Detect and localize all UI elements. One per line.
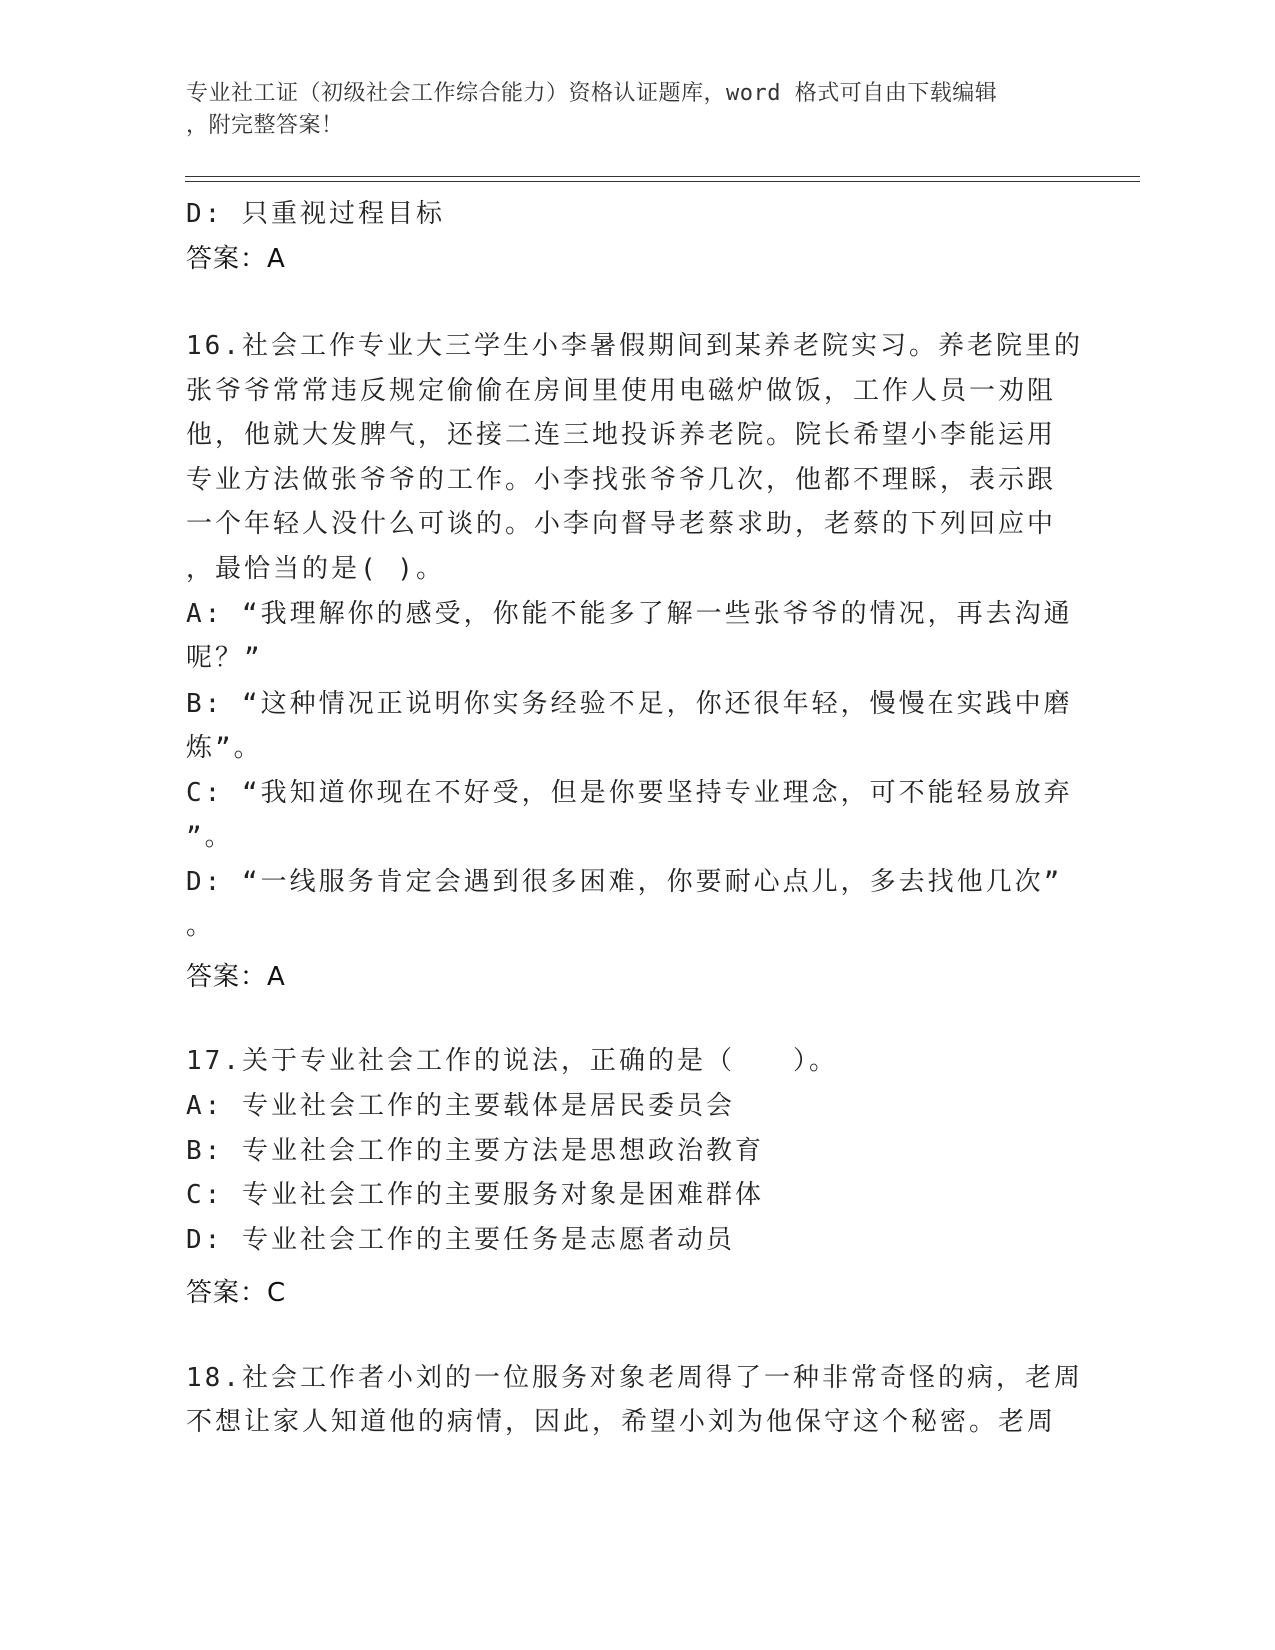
q17-option-b: B: 专业社会工作的主要方法是思想政治教育 [186,1136,764,1166]
q16-stem-line-3: 他，他就大发脾气，还接二连三地投诉养老院。院长希望小李能运用 [186,420,1057,450]
q16-option-b-line-1: B: “这种情况正说明你实务经验不足，你还很年轻，慢慢在实践中磨 [186,689,1073,719]
q16-option-a-line-1: A: “我理解你的感受，你能不能多了解一些张爷爷的情况，再去沟通 [186,599,1073,629]
q16-stem-line-4: 专业方法做张爷爷的工作。小李找张爷爷几次，他都不理睬，表示跟 [186,465,1057,495]
q18-stem-line-2: 不想让家人知道他的病情，因此，希望小刘为他保守这个秘密。老周 [186,1407,1057,1437]
q16-stem-line-5: 一个年轻人没什么可谈的。小李向督导老蔡求助，老蔡的下列回应中 [186,509,1057,539]
q16-stem-line-6: ，最恰当的是( )。 [186,554,445,584]
header-title-line-2: ，附完整答案！ [186,113,344,138]
q17-option-c: C: 专业社会工作的主要服务对象是困难群体 [186,1180,764,1210]
q16-stem-line-2: 张爷爷常常违反规定偷偷在房间里使用电磁炉做饭，工作人员一劝阻 [186,376,1057,406]
q17-option-d: D: 专业社会工作的主要任务是志愿者动员 [186,1225,735,1255]
q17-option-a: A: 专业社会工作的主要载体是居民委员会 [186,1091,735,1121]
header-divider-top [185,176,1140,177]
q15-answer: 答案：A [186,244,286,274]
header-divider-bottom [185,181,1140,182]
q16-option-d-line-1: D: “一线服务肯定会遇到很多困难，你要耐心点儿，多去找他几次” [186,867,1063,897]
q17-stem: 17.关于专业社会工作的说法，正确的是（ ）。 [186,1046,838,1076]
q18-stem-line-1: 18.社会工作者小刘的一位服务对象老周得了一种非常奇怪的病，老周 [186,1363,1083,1393]
q15-option-d: D: 只重视过程目标 [186,199,445,229]
q16-option-c-line-2: ”。 [186,822,234,852]
header-title-line-1: 专业社工证（初级社会工作综合能力）资格认证题库，word 格式可自由下载编辑 [186,81,998,106]
q16-answer: 答案：A [186,962,286,992]
q16-stem-line-1: 16.社会工作专业大三学生小李暑假期间到某养老院实习。养老院里的 [186,331,1083,361]
q16-option-d-line-2: 。 [186,911,216,941]
q16-option-a-line-2: 呢？” [186,643,263,673]
q16-option-c-line-1: C: “我知道你现在不好受，但是你要坚持专业理念，可不能轻易放弃 [186,778,1073,808]
q17-answer: 答案：C [186,1278,287,1308]
q16-option-b-line-2: 炼”。 [186,733,263,763]
